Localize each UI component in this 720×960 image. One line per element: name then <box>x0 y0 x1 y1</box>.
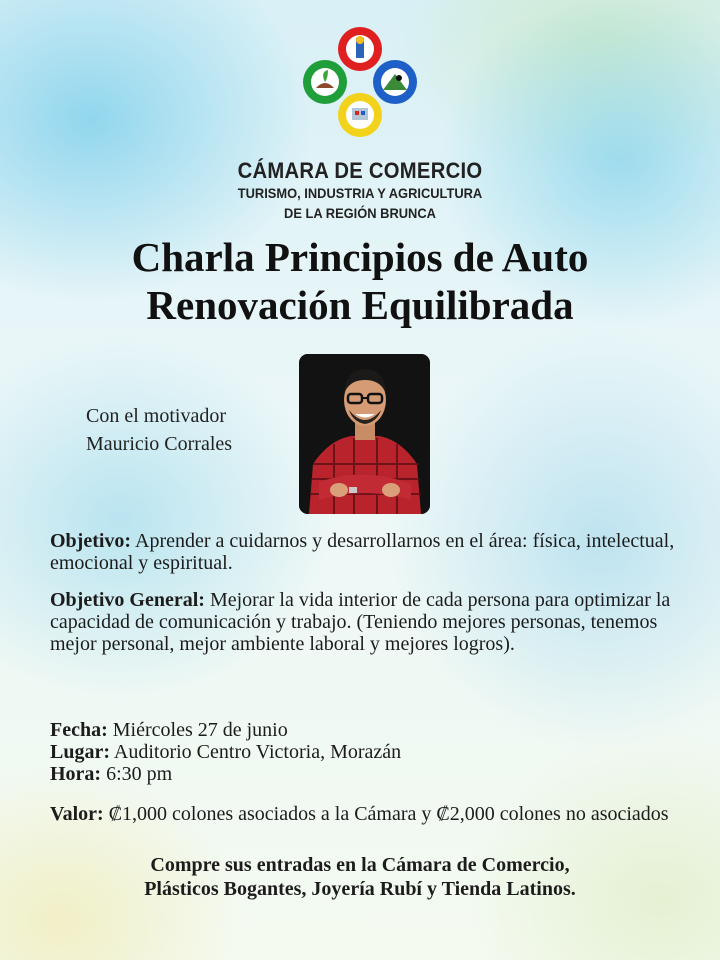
general-objective-text: Mejorar la vida interior de cada persona para optimizar la capacidad de comunicación y trabajo. (Teniendo mejores personas, tenemos mejor personal, mejor ambiente laboral y mejores logros). <box>50 589 671 655</box>
objective-text: Aprender a cuidarnos y desarrollarnos en el área: física, intelectual, emocional y espiritual. <box>50 530 675 574</box>
logo-ring-bottom-yellow <box>338 93 382 137</box>
event-place-label: Lugar: <box>50 741 110 763</box>
event-time-label: Hora: <box>50 763 102 785</box>
price-paragraph <box>50 803 678 825</box>
event-place: Auditorio Centro Victoria, Morazán <box>113 741 402 763</box>
event-title-line-2: Renovación Equilibrada <box>146 282 574 328</box>
event-title-line-1: Charla Principios de Auto <box>131 234 589 280</box>
general-objective-paragraph <box>50 589 678 655</box>
logo-ring-top-red <box>338 27 382 71</box>
event-time-row <box>50 763 678 785</box>
objective-paragraph <box>50 530 678 574</box>
general-objective-label: Objetivo General: <box>50 589 205 611</box>
speaker-info <box>86 402 232 458</box>
purchase-line-2: Plásticos Bogantes, Joyería Rubí y Tienda Latinos. <box>144 878 576 900</box>
purchase-info <box>0 853 720 901</box>
speaker-photo-illustration <box>299 354 430 514</box>
logo-ring-right-blue <box>373 60 417 104</box>
organization-name: CÁMARA DE COMERCIO <box>237 158 483 183</box>
speaker-intro: Con el motivador <box>86 405 226 427</box>
price-label: Valor: <box>50 803 104 825</box>
event-date-label: Fecha: <box>50 719 108 741</box>
speaker-photo <box>299 354 430 514</box>
event-place-row <box>50 741 678 763</box>
chamber-logo <box>298 22 422 140</box>
organization-subtitle: TURISMO, INDUSTRIA Y AGRICULTURA <box>237 185 483 201</box>
objective-label: Objetivo: <box>50 530 132 552</box>
event-date: Miércoles 27 de junio <box>112 719 288 741</box>
logo-ring-left-green <box>303 60 347 104</box>
event-details <box>50 719 678 785</box>
purchase-line-1: Compre sus entradas en la Cámara de Comercio, <box>150 854 570 876</box>
event-time: 6:30 pm <box>106 763 173 785</box>
price-text: ₡1,000 colones asociados a la Cámara y ₡2,000 colones no asociados <box>108 803 669 825</box>
event-date-row <box>50 719 678 741</box>
speaker-name: Mauricio Corrales <box>86 433 233 455</box>
organization-region: DE LA REGIÓN BRUNCA <box>284 205 436 221</box>
